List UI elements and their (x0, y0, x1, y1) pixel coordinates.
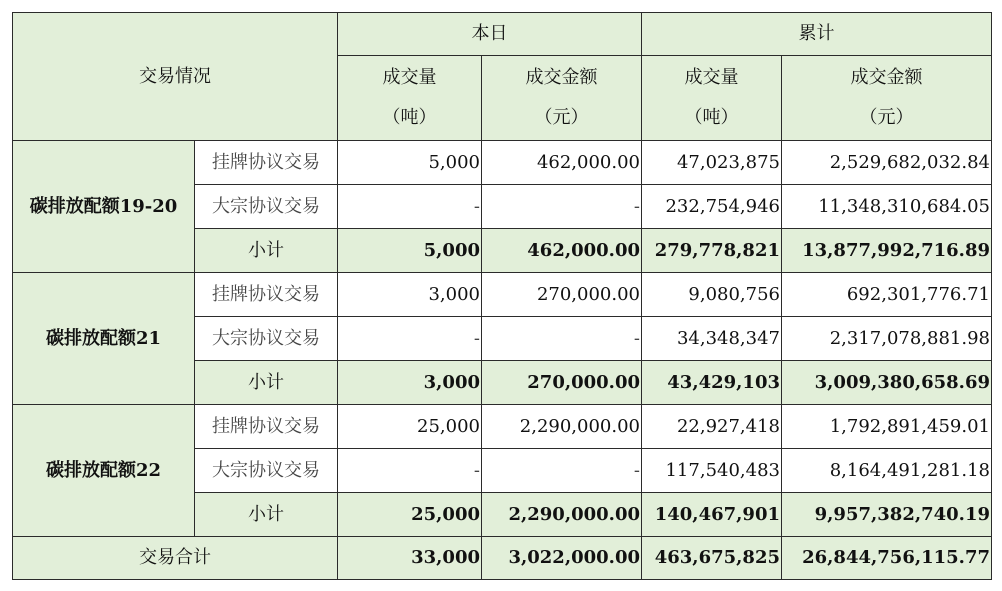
table-row (13, 273, 992, 317)
cum-amount: 11,348,310,684.05 (782, 185, 992, 229)
volume-label: 成交量 (684, 67, 739, 88)
trade-type: 大宗协议交易 (195, 185, 338, 229)
cum-volume: 279,778,821 (642, 229, 782, 273)
cum-amount: 2,317,078,881.98 (782, 317, 992, 361)
today-amount: 2,290,000.00 (482, 493, 642, 537)
cum-volume: 232,754,946 (642, 185, 782, 229)
total-today-volume: 33,000 (338, 537, 482, 580)
group-name: 碳排放配额22 (13, 405, 195, 537)
trade-type: 大宗协议交易 (195, 317, 338, 361)
today-amount: 462,000.00 (482, 141, 642, 185)
cum-amount: 1,792,891,459.01 (782, 405, 992, 449)
unit-yuan-label: （元） (859, 107, 914, 128)
group-name: 碳排放配额19-20 (13, 141, 195, 273)
cum-amount: 13,877,992,716.89 (782, 229, 992, 273)
trade-summary-table (12, 12, 992, 580)
today-volume: 3,000 (338, 273, 482, 317)
total-label: 交易合计 (13, 537, 338, 580)
today-amount: - (482, 185, 642, 229)
subtotal-label: 小计 (195, 361, 338, 405)
cum-amount: 692,301,776.71 (782, 273, 992, 317)
today-volume: 25,000 (338, 493, 482, 537)
today-amount-header (482, 56, 642, 141)
cum-volume: 22,927,418 (642, 405, 782, 449)
total-cum-amount: 26,844,756,115.77 (782, 537, 992, 580)
today-volume: 25,000 (338, 405, 482, 449)
cum-volume: 117,540,483 (642, 449, 782, 493)
cumulative-header: 累计 (642, 13, 992, 56)
today-amount: 2,290,000.00 (482, 405, 642, 449)
today-volume: 3,000 (338, 361, 482, 405)
trade-type: 挂牌协议交易 (195, 405, 338, 449)
total-today-amount: 3,022,000.00 (482, 537, 642, 580)
today-volume-header (338, 56, 482, 141)
subtotal-label: 小计 (195, 229, 338, 273)
table-row (13, 141, 992, 185)
total-row (13, 537, 992, 580)
amount-label: 成交金额 (525, 67, 598, 88)
cum-volume: 47,023,875 (642, 141, 782, 185)
today-amount: 462,000.00 (482, 229, 642, 273)
today-amount: 270,000.00 (482, 361, 642, 405)
today-volume: - (338, 185, 482, 229)
cum-volume: 34,348,347 (642, 317, 782, 361)
header-row-1 (13, 13, 992, 56)
unit-ton-label: （吨） (684, 107, 739, 128)
trade-type: 大宗协议交易 (195, 449, 338, 493)
today-amount: - (482, 317, 642, 361)
today-header: 本日 (338, 13, 642, 56)
volume-label: 成交量 (382, 67, 437, 88)
table-row (13, 405, 992, 449)
cum-amount-header (782, 56, 992, 141)
today-volume: - (338, 449, 482, 493)
amount-label: 成交金额 (850, 67, 923, 88)
cum-volume: 9,080,756 (642, 273, 782, 317)
cum-amount: 3,009,380,658.69 (782, 361, 992, 405)
subtotal-label: 小计 (195, 493, 338, 537)
trade-status-header: 交易情况 (13, 13, 338, 141)
today-volume: 5,000 (338, 141, 482, 185)
unit-ton-label: （吨） (382, 107, 437, 128)
trade-type: 挂牌协议交易 (195, 141, 338, 185)
cum-volume: 43,429,103 (642, 361, 782, 405)
today-volume: - (338, 317, 482, 361)
today-volume: 5,000 (338, 229, 482, 273)
cum-amount: 9,957,382,740.19 (782, 493, 992, 537)
cum-volume-header (642, 56, 782, 141)
trade-type: 挂牌协议交易 (195, 273, 338, 317)
cum-amount: 2,529,682,032.84 (782, 141, 992, 185)
unit-yuan-label: （元） (534, 107, 589, 128)
group-name: 碳排放配额21 (13, 273, 195, 405)
cum-volume: 140,467,901 (642, 493, 782, 537)
total-cum-volume: 463,675,825 (642, 537, 782, 580)
today-amount: 270,000.00 (482, 273, 642, 317)
cum-amount: 8,164,491,281.18 (782, 449, 992, 493)
today-amount: - (482, 449, 642, 493)
